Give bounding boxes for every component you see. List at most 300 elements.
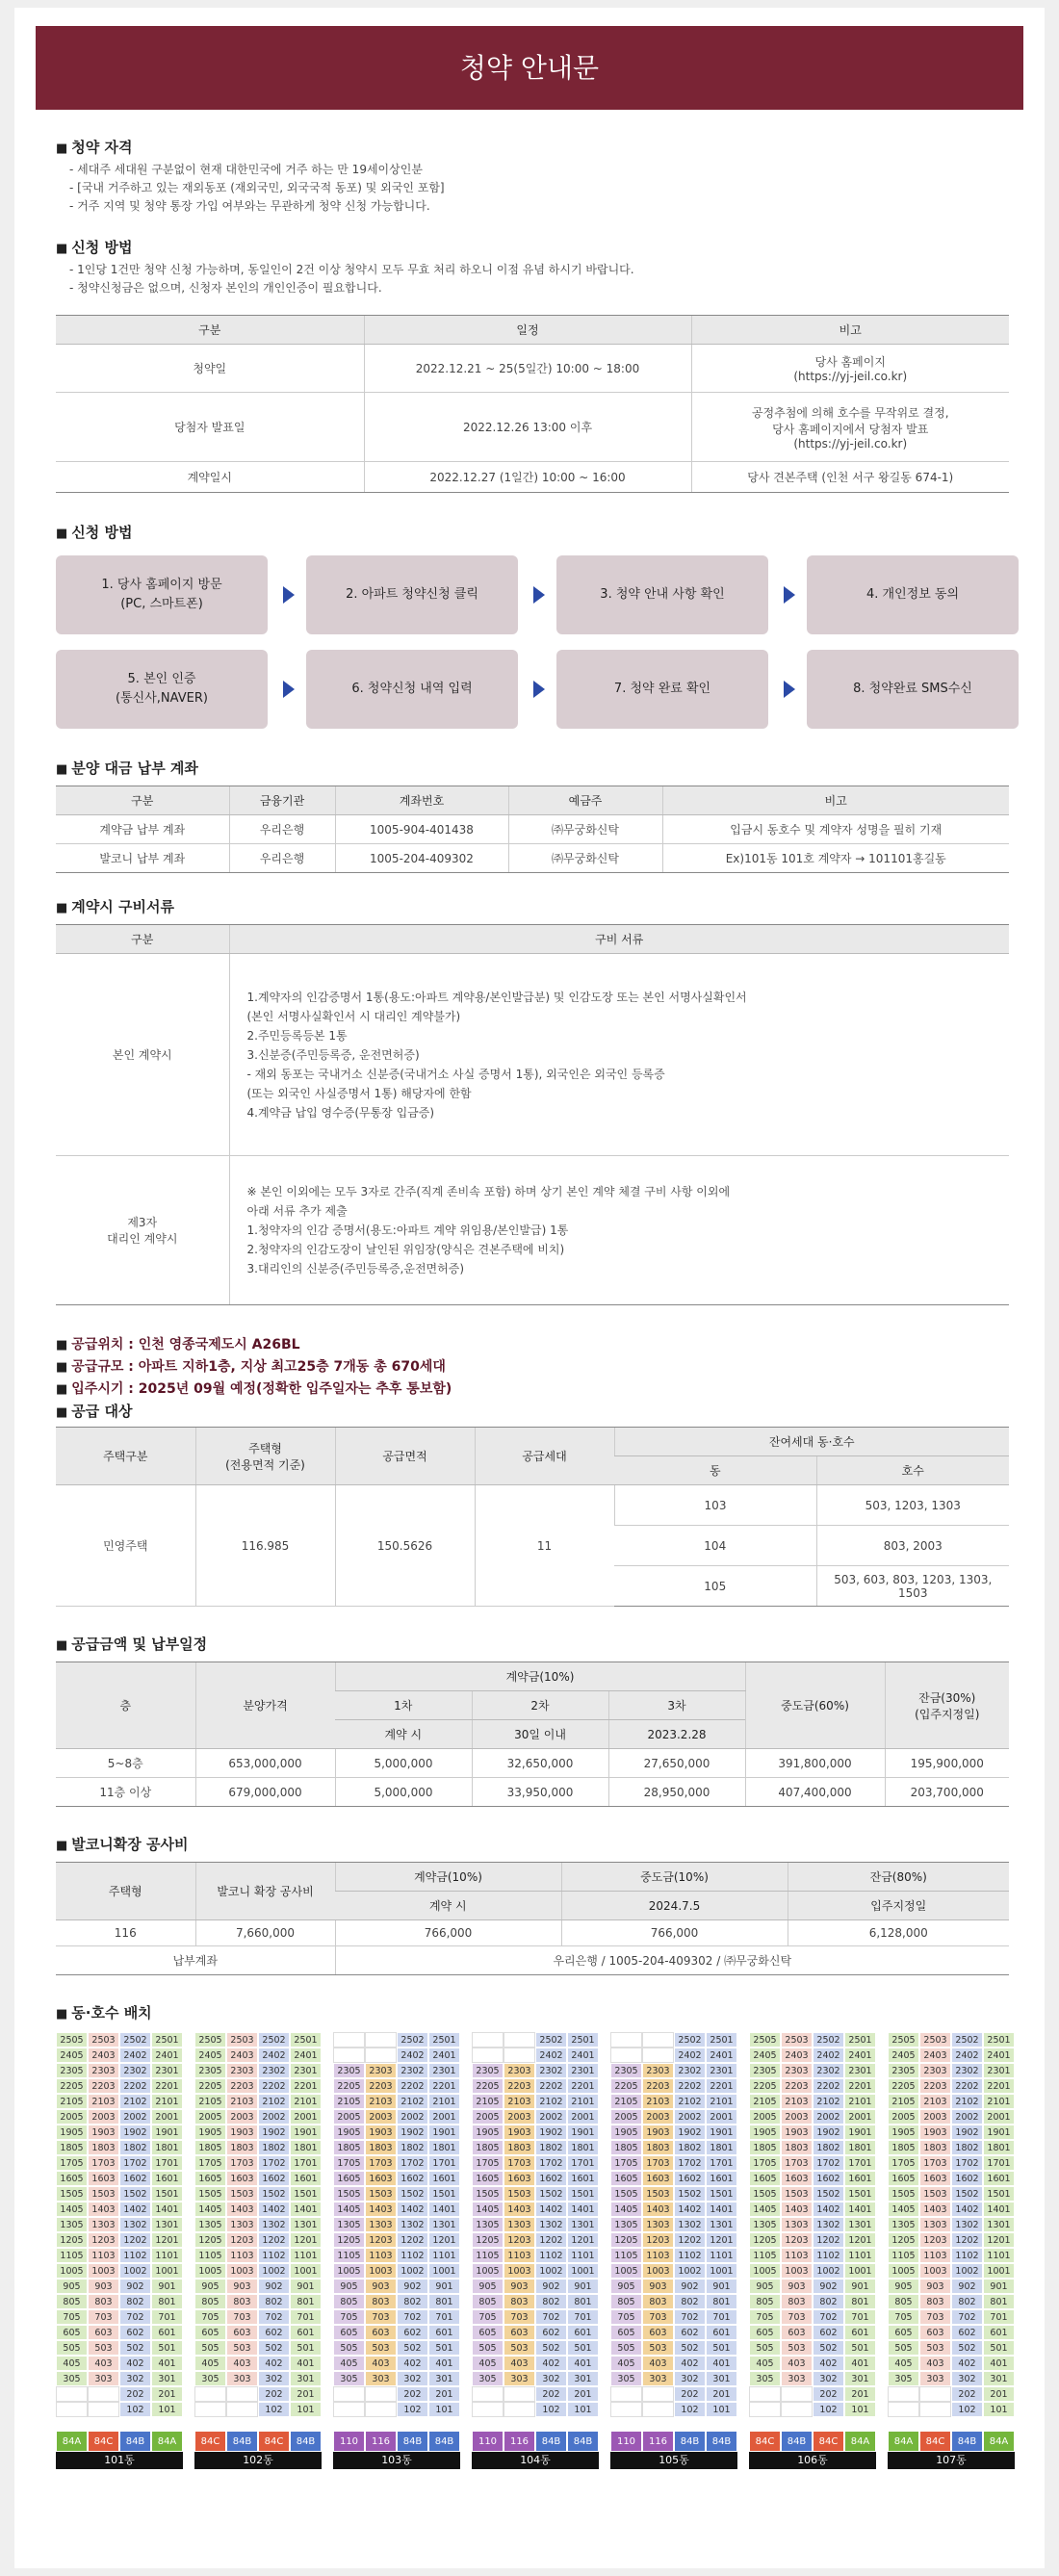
unit-cell: 2405 bbox=[194, 2048, 226, 2063]
unit-cell bbox=[642, 2386, 674, 2402]
unit-cell: 2302 bbox=[258, 2063, 290, 2078]
unit-cell: 802 bbox=[951, 2294, 983, 2309]
unit-cell: 902 bbox=[674, 2279, 706, 2294]
table-cell: 766,000 bbox=[335, 1920, 561, 1946]
table-header: 구비 서류 bbox=[229, 925, 1009, 954]
unit-cell: 2503 bbox=[88, 2032, 119, 2048]
unit-cell: 2303 bbox=[226, 2063, 258, 2078]
step-2 bbox=[306, 555, 518, 634]
unit-cell: 502 bbox=[674, 2340, 706, 2356]
unit-cell: 1705 bbox=[56, 2155, 88, 2171]
table-cell: 5~8층 bbox=[56, 1749, 195, 1778]
unit-cell: 702 bbox=[397, 2309, 428, 2325]
unit-cell: 1602 bbox=[813, 2171, 844, 2186]
unit-type-badge: 110 bbox=[610, 2431, 642, 2452]
unit-cell: 1301 bbox=[983, 2217, 1015, 2232]
unit-cell: 1301 bbox=[567, 2217, 599, 2232]
table-header: 30일 이내 bbox=[472, 1720, 608, 1749]
unit-cell: 1202 bbox=[258, 2232, 290, 2248]
unit-cell: 1505 bbox=[888, 2186, 919, 2202]
unit-cell: 802 bbox=[258, 2294, 290, 2309]
unit-cell: 802 bbox=[397, 2294, 428, 2309]
unit-cell: 903 bbox=[226, 2279, 258, 2294]
unit-cell: 2001 bbox=[567, 2109, 599, 2125]
unit-cell: 2202 bbox=[397, 2078, 428, 2094]
unit-cell: 501 bbox=[706, 2340, 737, 2356]
unit-cell: 1201 bbox=[706, 2232, 737, 2248]
supply-summary bbox=[56, 1334, 1009, 1421]
unit-cell: 1503 bbox=[642, 2186, 674, 2202]
unit-cell bbox=[472, 2032, 504, 2048]
unit-cell: 1105 bbox=[749, 2248, 781, 2263]
arrow-right-icon bbox=[784, 586, 795, 604]
unit-cell: 1403 bbox=[642, 2202, 674, 2217]
unit-cell: 1402 bbox=[397, 2202, 428, 2217]
unit-cell: 1503 bbox=[919, 2186, 951, 2202]
unit-cell: 2002 bbox=[951, 2109, 983, 2125]
unit-cell: 2001 bbox=[983, 2109, 1015, 2125]
unit-cell: 2201 bbox=[706, 2078, 737, 2094]
step-label: 2. 아파트 청약신청 클릭 bbox=[346, 587, 478, 602]
unit-cell: 2203 bbox=[504, 2078, 535, 2094]
table-cell: 계약일시 bbox=[56, 462, 364, 493]
unit-cell: 1401 bbox=[151, 2202, 183, 2217]
table-cell: 803, 2003 bbox=[816, 1526, 1009, 1566]
unit-cell: 1201 bbox=[983, 2232, 1015, 2248]
table-header: 중도금(60%) bbox=[745, 1662, 885, 1749]
unit-cell: 702 bbox=[258, 2309, 290, 2325]
unit-cell: 405 bbox=[56, 2356, 88, 2371]
unit-cell: 1603 bbox=[642, 2171, 674, 2186]
building-block bbox=[333, 2032, 460, 2469]
table-cell: 1005-204-409302 bbox=[335, 844, 508, 873]
building-layout bbox=[56, 2032, 1009, 2469]
unit-cell: 805 bbox=[472, 2294, 504, 2309]
unit-cell: 401 bbox=[706, 2356, 737, 2371]
unit-cell: 1803 bbox=[781, 2140, 813, 2155]
unit-cell: 2201 bbox=[844, 2078, 876, 2094]
unit-cell: 1705 bbox=[333, 2155, 365, 2171]
table-cell: 청약일 bbox=[56, 345, 364, 393]
unit-cell: 2503 bbox=[226, 2032, 258, 2048]
unit-cell bbox=[472, 2048, 504, 2063]
list-item: - 세대주 세대원 구분없이 현재 대한민국에 거주 하는 만 19세이상인분 bbox=[69, 163, 423, 176]
unit-cell: 402 bbox=[674, 2356, 706, 2371]
unit-cell: 1603 bbox=[781, 2171, 813, 2186]
unit-cell: 705 bbox=[610, 2309, 642, 2325]
unit-cell: 1402 bbox=[119, 2202, 151, 2217]
arrow-right-icon bbox=[533, 681, 545, 698]
unit-cell: 403 bbox=[88, 2356, 119, 2371]
unit-cell: 1003 bbox=[504, 2263, 535, 2279]
unit-cell: 2103 bbox=[781, 2094, 813, 2109]
unit-type-badge: 84B bbox=[706, 2431, 737, 2452]
unit-cell: 1605 bbox=[610, 2171, 642, 2186]
unit-cell: 1501 bbox=[290, 2186, 322, 2202]
unit-cell: 901 bbox=[706, 2279, 737, 2294]
unit-cell: 1805 bbox=[888, 2140, 919, 2155]
table-cell: 679,000,000 bbox=[195, 1778, 335, 1807]
unit-cell: 1805 bbox=[610, 2140, 642, 2155]
unit-cell: 1302 bbox=[119, 2217, 151, 2232]
unit-cell: 101 bbox=[290, 2402, 322, 2417]
unit-cell: 1105 bbox=[56, 2248, 88, 2263]
unit-cell: 1702 bbox=[397, 2155, 428, 2171]
unit-cell: 1302 bbox=[397, 2217, 428, 2232]
unit-cell: 2203 bbox=[781, 2078, 813, 2094]
unit-grid bbox=[888, 2032, 1015, 2417]
unit-cell: 502 bbox=[951, 2340, 983, 2356]
unit-cell: 2003 bbox=[88, 2109, 119, 2125]
unit-cell: 1501 bbox=[151, 2186, 183, 2202]
unit-cell: 2402 bbox=[535, 2048, 567, 2063]
unit-cell: 701 bbox=[844, 2309, 876, 2325]
unit-cell: 1303 bbox=[504, 2217, 535, 2232]
unit-cell: 1002 bbox=[951, 2263, 983, 2279]
unit-cell: 102 bbox=[535, 2402, 567, 2417]
unit-cell: 2501 bbox=[567, 2032, 599, 2048]
table-header: 중도금(10%) bbox=[561, 1863, 788, 1892]
unit-cell: 2301 bbox=[428, 2063, 460, 2078]
unit-cell: 301 bbox=[844, 2371, 876, 2386]
unit-cell: 605 bbox=[333, 2325, 365, 2340]
unit-cell: 1503 bbox=[365, 2186, 397, 2202]
table-cell: 11 bbox=[475, 1485, 614, 1607]
unit-cell: 503 bbox=[781, 2340, 813, 2356]
unit-cell: 1805 bbox=[472, 2140, 504, 2155]
unit-cell: 1002 bbox=[674, 2263, 706, 2279]
unit-cell: 201 bbox=[844, 2386, 876, 2402]
table-cell: 5,000,000 bbox=[335, 1778, 472, 1807]
unit-cell bbox=[781, 2386, 813, 2402]
unit-cell: 1305 bbox=[472, 2217, 504, 2232]
unit-cell: 1301 bbox=[844, 2217, 876, 2232]
unit-cell bbox=[504, 2048, 535, 2063]
unit-cell: 601 bbox=[290, 2325, 322, 2340]
step-4 bbox=[807, 555, 1019, 634]
unit-cell: 1005 bbox=[333, 2263, 365, 2279]
docs-heading: ■ 계약시 구비서류 bbox=[56, 896, 1009, 916]
unit-cell: 601 bbox=[428, 2325, 460, 2340]
unit-cell: 2105 bbox=[749, 2094, 781, 2109]
unit-cell: 1601 bbox=[983, 2171, 1015, 2186]
unit-cell: 701 bbox=[567, 2309, 599, 2325]
unit-cell: 401 bbox=[151, 2356, 183, 2371]
building-name: 104동 bbox=[472, 2452, 599, 2469]
unit-cell: 1805 bbox=[194, 2140, 226, 2155]
unit-cell: 1502 bbox=[397, 2186, 428, 2202]
table-cell: 105 bbox=[614, 1566, 816, 1607]
unit-cell: 1403 bbox=[504, 2202, 535, 2217]
unit-type-badge: 116 bbox=[642, 2431, 674, 2452]
unit-type-row bbox=[333, 2431, 460, 2452]
unit-cell: 1003 bbox=[919, 2263, 951, 2279]
table-cell: 766,000 bbox=[561, 1920, 788, 1946]
unit-cell bbox=[194, 2386, 226, 2402]
unit-cell: 401 bbox=[844, 2356, 876, 2371]
unit-cell: 1602 bbox=[951, 2171, 983, 2186]
unit-cell: 2001 bbox=[151, 2109, 183, 2125]
unit-cell: 1102 bbox=[397, 2248, 428, 2263]
unit-cell: 202 bbox=[397, 2386, 428, 2402]
unit-cell: 805 bbox=[749, 2294, 781, 2309]
unit-cell: 2505 bbox=[749, 2032, 781, 2048]
unit-cell: 1002 bbox=[397, 2263, 428, 2279]
table-header: 계약금(10%) bbox=[335, 1863, 561, 1892]
unit-cell: 605 bbox=[749, 2325, 781, 2340]
unit-cell: 2103 bbox=[504, 2094, 535, 2109]
unit-cell: 801 bbox=[151, 2294, 183, 2309]
unit-cell: 1703 bbox=[642, 2155, 674, 2171]
unit-cell: 1305 bbox=[610, 2217, 642, 2232]
unit-cell: 505 bbox=[194, 2340, 226, 2356]
unit-cell: 1003 bbox=[365, 2263, 397, 2279]
table-cell: 195,900,000 bbox=[885, 1749, 1009, 1778]
unit-cell bbox=[919, 2386, 951, 2402]
unit-cell: 2005 bbox=[749, 2109, 781, 2125]
building-block bbox=[56, 2032, 183, 2469]
unit-cell: 1203 bbox=[781, 2232, 813, 2248]
unit-cell: 603 bbox=[365, 2325, 397, 2340]
unit-type-badge: 84B bbox=[781, 2431, 813, 2452]
unit-cell: 501 bbox=[844, 2340, 876, 2356]
unit-cell: 1103 bbox=[88, 2248, 119, 2263]
unit-cell: 1801 bbox=[151, 2140, 183, 2155]
step-6 bbox=[306, 650, 518, 729]
unit-cell: 1305 bbox=[333, 2217, 365, 2232]
table-header: 주택구분 bbox=[56, 1428, 195, 1485]
steps-flow bbox=[56, 555, 1009, 729]
unit-cell: 905 bbox=[333, 2279, 365, 2294]
unit-cell: 302 bbox=[951, 2371, 983, 2386]
unit-cell: 2203 bbox=[642, 2078, 674, 2094]
unit-cell: 601 bbox=[983, 2325, 1015, 2340]
unit-cell: 502 bbox=[119, 2340, 151, 2356]
unit-cell: 2205 bbox=[333, 2078, 365, 2094]
unit-cell: 803 bbox=[919, 2294, 951, 2309]
unit-cell: 2103 bbox=[919, 2094, 951, 2109]
unit-cell: 801 bbox=[706, 2294, 737, 2309]
unit-cell: 401 bbox=[567, 2356, 599, 2371]
unit-cell: 2405 bbox=[888, 2048, 919, 2063]
unit-cell: 902 bbox=[951, 2279, 983, 2294]
unit-cell: 1703 bbox=[88, 2155, 119, 2171]
unit-cell: 1303 bbox=[781, 2217, 813, 2232]
unit-cell: 1301 bbox=[706, 2217, 737, 2232]
qualification-list bbox=[69, 161, 1009, 216]
unit-cell: 602 bbox=[535, 2325, 567, 2340]
unit-cell: 503 bbox=[365, 2340, 397, 2356]
unit-cell bbox=[365, 2386, 397, 2402]
unit-cell: 2402 bbox=[813, 2048, 844, 2063]
unit-cell: 1001 bbox=[706, 2263, 737, 2279]
unit-cell: 1505 bbox=[749, 2186, 781, 2202]
unit-cell: 803 bbox=[504, 2294, 535, 2309]
table-cell: 2022.12.26 13:00 이후 bbox=[364, 393, 691, 462]
unit-cell: 303 bbox=[919, 2371, 951, 2386]
unit-cell bbox=[610, 2048, 642, 2063]
unit-cell: 1901 bbox=[567, 2125, 599, 2140]
table-cell: 407,400,000 bbox=[745, 1778, 885, 1807]
unit-cell: 2105 bbox=[888, 2094, 919, 2109]
unit-cell: 1702 bbox=[674, 2155, 706, 2171]
building-name: 102동 bbox=[194, 2452, 322, 2469]
unit-cell: 1001 bbox=[567, 2263, 599, 2279]
unit-cell: 1703 bbox=[226, 2155, 258, 2171]
unit-cell: 2301 bbox=[567, 2063, 599, 2078]
unit-cell: 1905 bbox=[610, 2125, 642, 2140]
table-header: 발코니 확장 공사비 bbox=[195, 1863, 335, 1920]
method-heading: ■ 신청 방법 bbox=[56, 237, 1009, 257]
unit-cell: 1505 bbox=[333, 2186, 365, 2202]
unit-cell: 1703 bbox=[781, 2155, 813, 2171]
unit-cell: 803 bbox=[365, 2294, 397, 2309]
table-cell: 503, 1203, 1303 bbox=[816, 1485, 1009, 1526]
unit-cell: 1701 bbox=[567, 2155, 599, 2171]
unit-cell: 1302 bbox=[535, 2217, 567, 2232]
table-header: 잔여세대 동·호수 bbox=[614, 1428, 1009, 1456]
unit-cell: 1401 bbox=[567, 2202, 599, 2217]
unit-cell: 1102 bbox=[951, 2248, 983, 2263]
unit-cell: 1102 bbox=[535, 2248, 567, 2263]
unit-cell bbox=[888, 2402, 919, 2417]
unit-cell: 1105 bbox=[194, 2248, 226, 2263]
unit-cell: 305 bbox=[56, 2371, 88, 2386]
unit-cell: 2402 bbox=[258, 2048, 290, 2063]
unit-cell: 2501 bbox=[151, 2032, 183, 2048]
table-header: 주택형 (전용면적 기준) bbox=[195, 1428, 335, 1485]
unit-cell: 1002 bbox=[813, 2263, 844, 2279]
price-table bbox=[56, 1662, 1009, 1807]
unit-cell: 901 bbox=[567, 2279, 599, 2294]
unit-cell: 2201 bbox=[983, 2078, 1015, 2094]
table-cell: 우리은행 bbox=[229, 815, 335, 844]
unit-cell: 102 bbox=[397, 2402, 428, 2417]
unit-cell: 2503 bbox=[919, 2032, 951, 2048]
step-label: 3. 청약 안내 사항 확인 bbox=[600, 587, 725, 602]
unit-cell: 1505 bbox=[472, 2186, 504, 2202]
unit-cell: 903 bbox=[504, 2279, 535, 2294]
unit-cell: 2002 bbox=[674, 2109, 706, 2125]
unit-cell: 201 bbox=[567, 2386, 599, 2402]
unit-cell: 201 bbox=[983, 2386, 1015, 2402]
table-header: 2차 bbox=[472, 1691, 608, 1720]
unit-cell: 2303 bbox=[642, 2063, 674, 2078]
unit-type-row bbox=[888, 2431, 1015, 2452]
unit-cell: 1602 bbox=[535, 2171, 567, 2186]
unit-cell bbox=[333, 2402, 365, 2417]
unit-cell: 2005 bbox=[194, 2109, 226, 2125]
unit-cell: 405 bbox=[472, 2356, 504, 2371]
unit-cell: 2402 bbox=[397, 2048, 428, 2063]
unit-cell: 102 bbox=[119, 2402, 151, 2417]
unit-cell: 402 bbox=[397, 2356, 428, 2371]
unit-cell bbox=[56, 2386, 88, 2402]
supply-scale: ■ 공급규모 : 아파트 지하1층, 지상 최고25층 7개동 총 670세대 bbox=[56, 1356, 1009, 1378]
table-cell: 발코니 납부 계좌 bbox=[56, 844, 229, 873]
unit-cell: 2301 bbox=[290, 2063, 322, 2078]
unit-type-badge: 84B bbox=[428, 2431, 460, 2452]
unit-cell: 2102 bbox=[119, 2094, 151, 2109]
table-header: 계약금(10%) bbox=[335, 1662, 745, 1691]
unit-cell: 1903 bbox=[919, 2125, 951, 2140]
unit-cell: 2202 bbox=[674, 2078, 706, 2094]
unit-type-badge: 84B bbox=[567, 2431, 599, 2452]
unit-cell: 402 bbox=[119, 2356, 151, 2371]
unit-cell: 1803 bbox=[504, 2140, 535, 2155]
unit-cell: 1805 bbox=[749, 2140, 781, 2155]
unit-cell: 1501 bbox=[706, 2186, 737, 2202]
unit-cell: 402 bbox=[258, 2356, 290, 2371]
unit-cell: 1905 bbox=[888, 2125, 919, 2140]
unit-cell: 2205 bbox=[472, 2078, 504, 2094]
unit-grid bbox=[194, 2032, 322, 2417]
table-cell: 당사 홈페이지 (https://yj-jeil.co.kr) bbox=[691, 345, 1009, 393]
unit-cell: 2403 bbox=[781, 2048, 813, 2063]
unit-cell: 1802 bbox=[397, 2140, 428, 2155]
unit-cell bbox=[919, 2402, 951, 2417]
unit-type-badge: 84B bbox=[290, 2431, 322, 2452]
unit-cell: 1005 bbox=[888, 2263, 919, 2279]
unit-cell: 2301 bbox=[706, 2063, 737, 2078]
unit-cell: 2101 bbox=[290, 2094, 322, 2109]
unit-cell: 402 bbox=[951, 2356, 983, 2371]
unit-cell: 1403 bbox=[88, 2202, 119, 2217]
unit-cell: 2003 bbox=[919, 2109, 951, 2125]
unit-cell: 202 bbox=[119, 2386, 151, 2402]
unit-cell: 1305 bbox=[888, 2217, 919, 2232]
unit-cell: 2205 bbox=[888, 2078, 919, 2094]
unit-cell: 2502 bbox=[258, 2032, 290, 2048]
unit-cell: 1302 bbox=[813, 2217, 844, 2232]
unit-cell bbox=[781, 2402, 813, 2417]
unit-cell: 1505 bbox=[610, 2186, 642, 2202]
unit-cell: 1501 bbox=[567, 2186, 599, 2202]
unit-cell: 2503 bbox=[781, 2032, 813, 2048]
unit-cell: 302 bbox=[258, 2371, 290, 2386]
unit-cell: 905 bbox=[888, 2279, 919, 2294]
table-header: 공급면적 bbox=[335, 1428, 475, 1485]
unit-cell: 302 bbox=[813, 2371, 844, 2386]
unit-cell: 1201 bbox=[290, 2232, 322, 2248]
unit-cell: 1502 bbox=[258, 2186, 290, 2202]
unit-cell: 2003 bbox=[504, 2109, 535, 2125]
unit-type-badge: 84B bbox=[951, 2431, 983, 2452]
unit-cell: 1503 bbox=[504, 2186, 535, 2202]
table-cell: 2022.12.27 (1일간) 10:00 ~ 16:00 bbox=[364, 462, 691, 493]
unit-cell: 503 bbox=[919, 2340, 951, 2356]
unit-cell: 403 bbox=[365, 2356, 397, 2371]
unit-cell: 1401 bbox=[290, 2202, 322, 2217]
unit-cell: 2005 bbox=[888, 2109, 919, 2125]
building-block bbox=[749, 2032, 876, 2469]
unit-cell: 2302 bbox=[674, 2063, 706, 2078]
unit-cell: 1202 bbox=[535, 2232, 567, 2248]
unit-cell: 2001 bbox=[428, 2109, 460, 2125]
payment-table bbox=[56, 786, 1009, 873]
unit-cell: 1201 bbox=[567, 2232, 599, 2248]
table-cell: 입금시 동호수 및 계약자 성명을 필히 기재 bbox=[662, 815, 1009, 844]
unit-cell: 1603 bbox=[365, 2171, 397, 2186]
building-name: 106동 bbox=[749, 2452, 876, 2469]
unit-cell: 2101 bbox=[428, 2094, 460, 2109]
unit-cell: 2401 bbox=[983, 2048, 1015, 2063]
list-item: - 청약신청금은 없으며, 신청자 본인의 개인인증이 필요합니다. bbox=[69, 281, 382, 295]
supply-table bbox=[56, 1427, 1009, 1607]
unit-cell: 605 bbox=[194, 2325, 226, 2340]
unit-cell: 1703 bbox=[504, 2155, 535, 2171]
unit-cell: 1601 bbox=[428, 2171, 460, 2186]
